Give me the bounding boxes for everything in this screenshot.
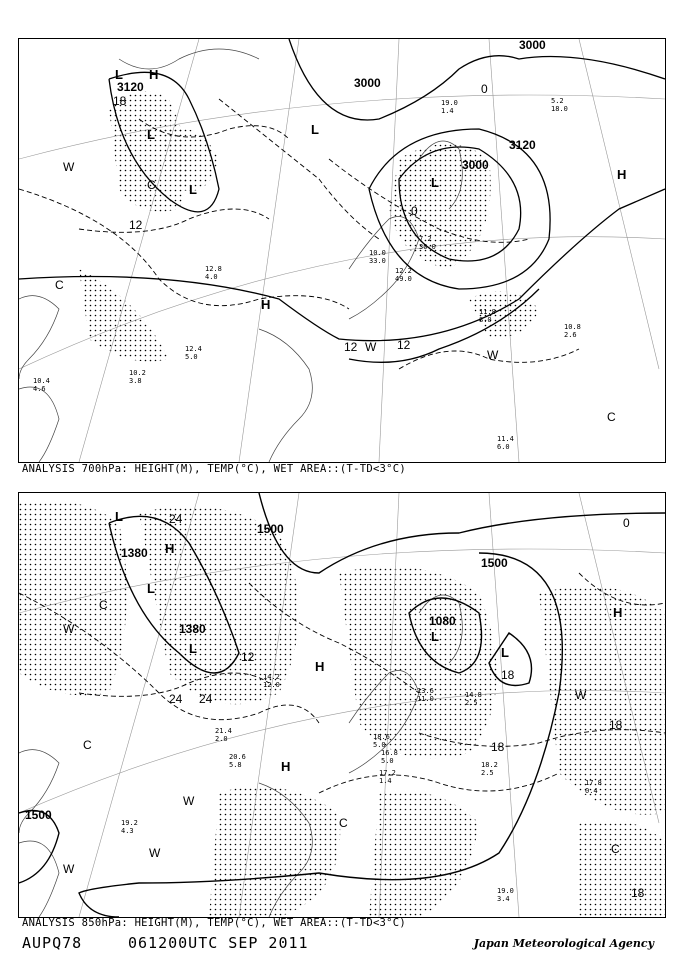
warm-mark: W (183, 794, 195, 808)
cold-mark: C (99, 598, 108, 612)
station-plot (441, 99, 458, 115)
station-plot (185, 345, 202, 361)
temp-label: 24 (169, 692, 183, 706)
svg-text:17.2: 17.2 (379, 769, 396, 777)
temp-label: 24 (169, 512, 183, 526)
svg-text:12.0: 12.0 (263, 681, 280, 689)
svg-text:10.2: 10.2 (129, 369, 146, 377)
svg-text:11.0: 11.0 (417, 695, 434, 703)
svg-text:4.0: 4.0 (205, 273, 218, 281)
station-plot (481, 761, 498, 777)
temp-label: 12 (344, 340, 358, 354)
warm-mark: W (149, 846, 161, 860)
svg-text:14.8: 14.8 (465, 691, 482, 699)
svg-text:5.2: 5.2 (551, 97, 564, 105)
station-plot (395, 267, 412, 283)
warm-mark: W (63, 160, 75, 174)
svg-text:14.2: 14.2 (263, 673, 280, 681)
svg-text:2.5: 2.5 (481, 769, 494, 777)
station-plot (263, 673, 280, 689)
svg-text:18.0: 18.0 (551, 105, 568, 113)
svg-text:0.4: 0.4 (585, 787, 598, 795)
cold-mark: C (339, 816, 348, 830)
high-pressure-mark: H (149, 67, 159, 82)
svg-text:5.0: 5.0 (381, 757, 394, 765)
svg-text:6.0: 6.0 (497, 443, 510, 451)
wet-area-stipple (19, 501, 665, 918)
height-label: 1500 (257, 522, 284, 536)
cold-mark: C (83, 738, 92, 752)
analysis-time: 061200UTC SEP 2011 (128, 934, 309, 952)
high-pressure-mark: H (165, 541, 175, 556)
height-label: 1380 (179, 622, 206, 636)
low-pressure-mark: L (311, 122, 319, 137)
svg-text:30.0: 30.0 (419, 243, 436, 251)
low-pressure-mark: L (115, 67, 123, 82)
temp-label: 18 (631, 886, 645, 900)
low-pressure-mark: L (431, 175, 439, 190)
high-pressure-mark: H (281, 759, 291, 774)
map-700hpa (19, 39, 665, 462)
temp-label: 18 (113, 94, 127, 108)
station-plot (215, 727, 232, 743)
cold-mark: C (607, 410, 616, 424)
station-plot (497, 887, 514, 903)
height-label: 3000 (354, 76, 381, 90)
temp-label: 0 (411, 204, 418, 218)
temp-label: 18 (491, 740, 505, 754)
svg-text:10.8: 10.8 (564, 323, 581, 331)
station-plot (381, 749, 398, 765)
station-plot (229, 753, 246, 769)
svg-text:33.0: 33.0 (369, 257, 386, 265)
svg-text:7.2: 7.2 (419, 235, 432, 243)
svg-text:2.5: 2.5 (465, 699, 478, 707)
height-label: 1500 (481, 556, 508, 570)
station-plot (551, 97, 568, 113)
station-plot (129, 369, 146, 385)
low-pressure-mark: L (147, 127, 155, 142)
station-plot (33, 377, 50, 393)
svg-text:1.4: 1.4 (441, 107, 454, 115)
svg-text:18.2: 18.2 (481, 761, 498, 769)
panel-850hpa-caption: ANALYSIS 850hPa: HEIGHT(M), TEMP(°C), WET AREA::(T-TD<3°C) (22, 917, 407, 929)
warm-mark: W (575, 688, 587, 702)
svg-text:19.2: 19.2 (121, 819, 138, 827)
svg-text:10.4: 10.4 (33, 377, 50, 385)
height-label: 3000 (519, 39, 546, 52)
svg-text:2.0: 2.0 (215, 735, 228, 743)
height-label: 3120 (117, 80, 144, 94)
high-pressure-mark: H (315, 659, 325, 674)
svg-text:10.0: 10.0 (369, 249, 386, 257)
temp-label: 0 (481, 82, 488, 96)
low-pressure-mark: L (147, 581, 155, 596)
cold-mark: C (147, 178, 156, 192)
svg-text:16.8: 16.8 (381, 749, 398, 757)
temp-label: 12 (129, 218, 143, 232)
low-pressure-mark: L (115, 509, 123, 524)
svg-text:11.4: 11.4 (497, 435, 514, 443)
svg-text:12.4: 12.4 (185, 345, 202, 353)
svg-text:18.6: 18.6 (373, 733, 390, 741)
temp-label: 12 (397, 338, 411, 352)
station-plot (205, 265, 222, 281)
station-plot (497, 435, 514, 451)
cold-mark: C (611, 842, 620, 856)
height-label: 1380 (121, 546, 148, 560)
temp-label: 0 (623, 516, 630, 530)
station-plot (417, 687, 434, 703)
warm-mark: W (487, 348, 499, 362)
warm-cold-marks (63, 598, 623, 876)
high-pressure-mark: H (613, 605, 623, 620)
station-plot (379, 769, 396, 785)
svg-text:12.2: 12.2 (395, 267, 412, 275)
warm-mark: W (63, 622, 75, 636)
panel-700hpa-caption: ANALYSIS 700hPa: HEIGHT(M), TEMP(°C), WET AREA::(T-TD<3°C) (22, 463, 407, 475)
svg-text:8.0: 8.0 (479, 316, 492, 324)
svg-text:5.0: 5.0 (185, 353, 198, 361)
temp-label: 18 (609, 718, 623, 732)
cold-mark: C (55, 278, 64, 292)
svg-text:5.0: 5.0 (373, 741, 386, 749)
svg-text:3.4: 3.4 (497, 895, 510, 903)
height-label: 1500 (25, 808, 52, 822)
station-plot (121, 819, 138, 835)
low-pressure-mark: L (189, 182, 197, 197)
agency-name: Japan Meteorological Agency (473, 937, 654, 950)
station-plot (564, 323, 581, 339)
svg-text:13.6: 13.6 (417, 687, 434, 695)
map-panel-700hpa (18, 38, 666, 463)
svg-text:12.8: 12.8 (205, 265, 222, 273)
temp-label: 18 (501, 668, 515, 682)
svg-text:20.6: 20.6 (229, 753, 246, 761)
station-plot (369, 249, 386, 265)
low-pressure-mark: L (501, 645, 509, 660)
svg-text:17.8: 17.8 (585, 779, 602, 787)
svg-text:21.4: 21.4 (215, 727, 232, 735)
low-pressure-mark: L (189, 641, 197, 656)
temp-label: 24 (199, 692, 213, 706)
height-label: 3120 (509, 138, 536, 152)
svg-text:2.6: 2.6 (564, 331, 577, 339)
warm-mark: W (365, 340, 377, 354)
chart-code: AUPQ78 (22, 934, 83, 952)
low-pressure-mark: L (431, 629, 439, 644)
svg-text:4.6: 4.6 (33, 385, 46, 393)
svg-text:4.3: 4.3 (121, 827, 134, 835)
map-850hpa (19, 493, 665, 917)
high-pressure-mark: H (261, 297, 271, 312)
svg-text:11.8: 11.8 (479, 308, 496, 316)
warm-mark: W (63, 862, 75, 876)
svg-text:19.0: 19.0 (497, 887, 514, 895)
map-panel-850hpa (18, 492, 666, 918)
height-label: 1080 (429, 614, 456, 628)
svg-text:49.0: 49.0 (395, 275, 412, 283)
svg-text:3.8: 3.8 (129, 377, 142, 385)
svg-text:19.0: 19.0 (441, 99, 458, 107)
height-label: 3000 (462, 158, 489, 172)
temp-label: 12 (241, 650, 255, 664)
high-pressure-mark: H (617, 167, 627, 182)
svg-text:5.8: 5.8 (229, 761, 242, 769)
svg-text:1.4: 1.4 (379, 777, 392, 785)
